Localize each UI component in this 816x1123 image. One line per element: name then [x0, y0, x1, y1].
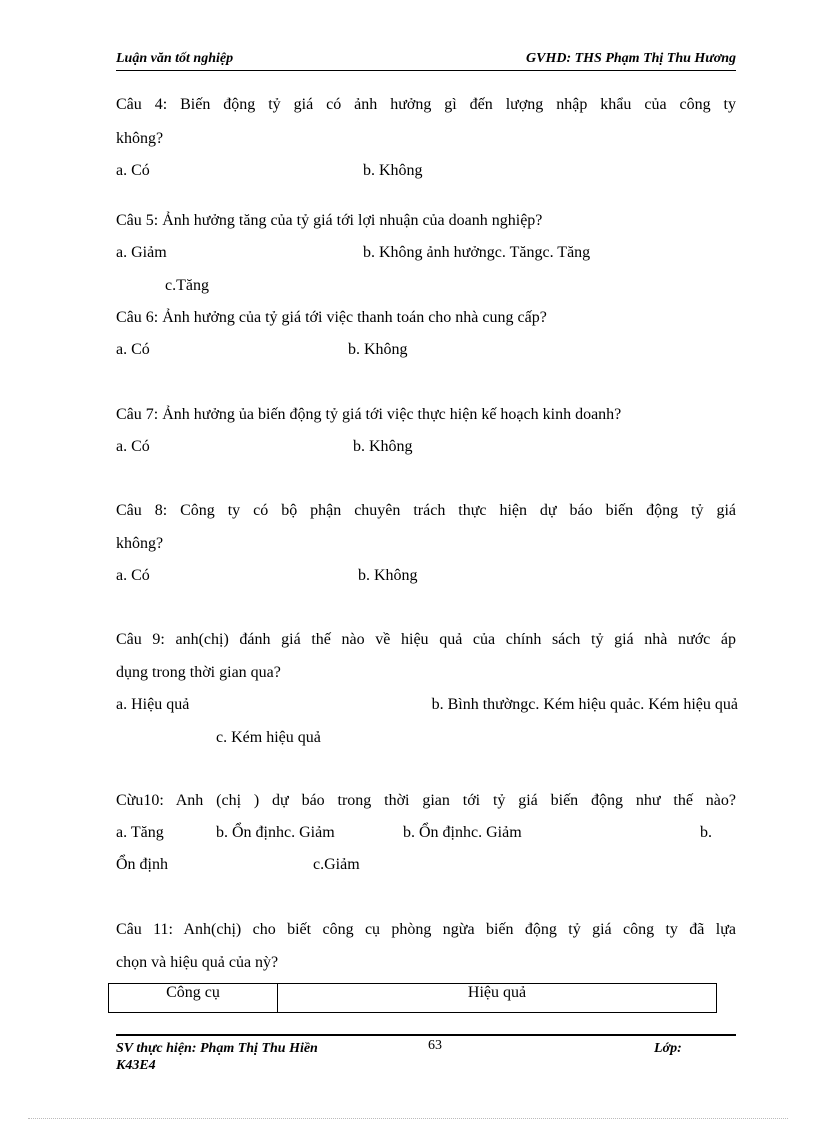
- q7-option-b: b. Không: [353, 438, 413, 455]
- q10-option-b1: b. Ổn địnhc. Giảm: [216, 824, 335, 841]
- table-header-hieu-qua: Hiệu quả: [278, 984, 717, 1013]
- page-number: 63: [428, 1038, 442, 1053]
- q4-option-a: a. Có: [116, 162, 150, 179]
- q7-text: Câu 7: Ảnh hưởng ủa biến động tỷ giá tới việc thực hiện kế hoạch kinh doanh?: [116, 406, 622, 423]
- q11-line1: Câu 11: Anh(chị) cho biết công cụ phòng ngừa biến động tỷ giá công ty đã lựa: [116, 921, 736, 938]
- q11-table: [108, 983, 717, 1013]
- q4-line2: không?: [116, 130, 164, 147]
- footer-class-code: K43E4: [116, 1058, 156, 1073]
- q9-line2: dụng trong thời gian qua?: [116, 664, 281, 681]
- q10-continuation: Ổn định: [116, 856, 168, 873]
- q10-text: Cừu10: Anh (chị ) dự báo trong thời gian tới tỷ giá biến động như thế nào?: [116, 792, 736, 809]
- q6-text: Câu 6: Ảnh hưởng của tỷ giá tới việc thanh toán cho nhà cung cấp?: [116, 309, 547, 326]
- q5-text: Câu 5: Ảnh hưởng tăng của tỷ giá tới lợi nhuận của doanh nghiệp?: [116, 212, 543, 229]
- q4-line1: Câu 4: Biến động tỷ giá có ảnh hưởng gì đến lượng nhập khẩu của công ty: [116, 96, 736, 113]
- table-header-row: [109, 984, 717, 1013]
- header-left: Luận văn tốt nghiệp: [116, 51, 234, 66]
- q10-option-b2: b. Ổn địnhc. Giảm: [403, 824, 522, 841]
- q10-option-b3: b.: [700, 824, 712, 841]
- footer-rule: [116, 1034, 736, 1036]
- q6-option-b: b. Không: [348, 341, 408, 358]
- q8-line1: Câu 8: Công ty có bộ phận chuyên trách thực hiện dự báo biến động tỷ giá: [116, 502, 736, 519]
- q7-option-a: a. Có: [116, 438, 150, 455]
- q5-option-c: c.Tăng: [165, 277, 209, 294]
- footer-class-label: Lớp:: [654, 1041, 682, 1056]
- q10-option-a: a. Tăng: [116, 824, 164, 841]
- bottom-dotted-border: [28, 1118, 788, 1119]
- footer-student: SV thực hiện: Phạm Thị Thu Hiền: [116, 1041, 318, 1056]
- q8-line2: không?: [116, 535, 164, 552]
- q9-option-c: c. Kém hiệu quả: [216, 729, 321, 746]
- q5-option-a: a. Giảm: [116, 244, 167, 261]
- header-right: GVHD: THS Phạm Thị Thu Hương: [526, 51, 736, 66]
- q9-line1: Câu 9: anh(chị) đánh giá thế nào về hiệu quả của chính sách tỷ giá nhà nước áp: [116, 631, 736, 648]
- table-header-cong-cu: Công cụ: [109, 984, 278, 1013]
- q8-option-a: a. Có: [116, 567, 150, 584]
- q9-option-b: b. Bình thườngc. Kém hiệu quảc. Kém hiệu quả: [431, 696, 738, 713]
- q11-line2: chọn và hiệu quả của nỳ?: [116, 954, 279, 971]
- q9-option-a: a. Hiệu quả: [116, 696, 190, 713]
- header-rule: [116, 70, 736, 71]
- q5-option-b: b. Không ảnh hưởngc. Tăngc. Tăng: [363, 244, 591, 261]
- q8-option-b: b. Không: [358, 567, 418, 584]
- q10-option-c: c.Giảm: [313, 856, 360, 873]
- q6-option-a: a. Có: [116, 341, 150, 358]
- q4-option-b: b. Không: [363, 162, 423, 179]
